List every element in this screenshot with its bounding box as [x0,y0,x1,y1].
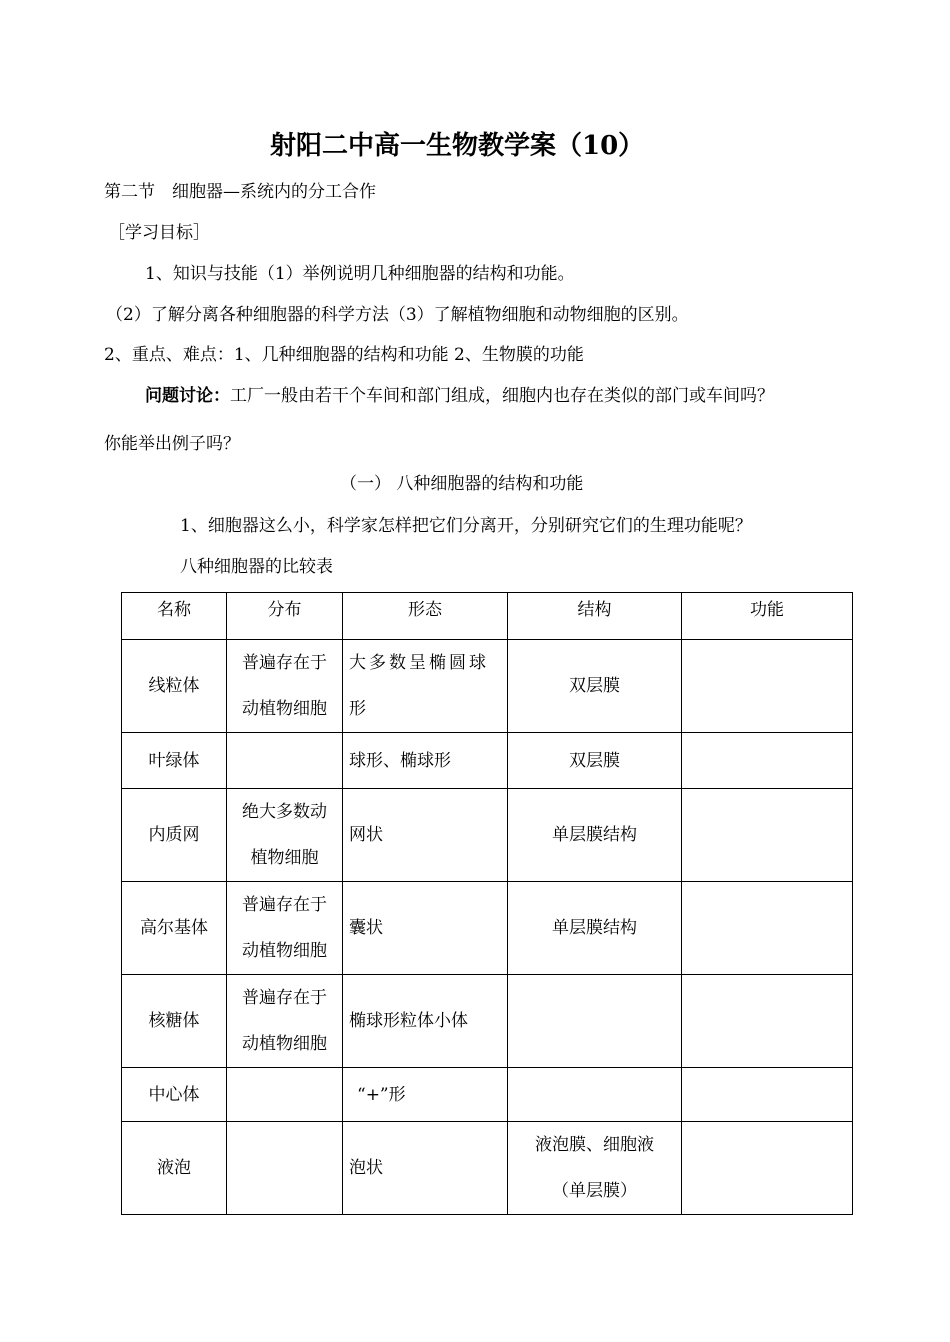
section-heading: 第二节 细胞器—系统内的分工合作 [104,182,376,202]
header-shape: 形态 [343,593,508,640]
cell-name: 高尔基体 [122,882,227,975]
cell-line: 植物细胞 [250,848,319,868]
cell-name: 线粒体 [122,640,227,733]
goal-2: （2）了解分离各种细胞器的科学方法（3）了解植物细胞和动物细胞的区别。 [106,305,689,325]
discussion-label: 问题讨论： [145,386,230,406]
discussion-text: 工厂一般由若干个车间和部门组成，细胞内也存在类似的部门或车间吗？ [230,386,774,406]
cell-structure: 单层膜结构 [508,789,682,882]
subsection-heading: （一） 八种细胞器的结构和功能 [340,474,584,494]
cell-distribution [227,789,343,882]
cell-line: 液泡膜、细胞液 [535,1135,654,1155]
cell-name: 内质网 [122,789,227,882]
cell-distribution [227,733,343,789]
cell-line: 动植物细胞 [242,699,327,719]
cell-distribution [227,882,343,975]
cell-line: 普遍存在于 [242,988,327,1008]
cell-shape: “+”形 [343,1068,508,1122]
cell-distribution [227,1122,343,1215]
header-structure: 结构 [508,593,682,640]
cell-function [682,789,853,882]
cell-function [682,733,853,789]
goal-1: 1、知识与技能（1）举例说明几种细胞器的结构和功能。 [145,264,575,284]
cell-structure: 双层膜 [508,640,682,733]
table-header-row [122,593,853,640]
cell-shape [343,640,508,733]
cell-structure: 双层膜 [508,733,682,789]
cell-shape: 网状 [343,789,508,882]
discussion-continued: 你能举出例子吗？ [104,434,240,454]
table-row [122,789,853,882]
cell-structure: 单层膜结构 [508,882,682,975]
cell-name: 中心体 [122,1068,227,1122]
header-function: 功能 [682,593,853,640]
cell-function [682,1068,853,1122]
cell-shape: 泡状 [343,1122,508,1215]
cell-name: 液泡 [122,1122,227,1215]
page-title: 射阳二中高一生物教学案（10） [270,131,645,161]
cell-distribution [227,640,343,733]
cell-function [682,1122,853,1215]
cell-function [682,640,853,733]
goals-heading: ［学习目标］ [108,223,210,243]
question-1: 1、细胞器这么小，科学家怎样把它们分离开，分别研究它们的生理功能呢？ [180,516,752,536]
cell-line: 动植物细胞 [242,941,327,961]
cell-line: 形 [349,699,366,719]
cell-shape: 球形、椭球形 [343,733,508,789]
cell-line: 普遍存在于 [242,895,327,915]
cell-structure [508,975,682,1068]
cell-name: 叶绿体 [122,733,227,789]
cell-name: 核糖体 [122,975,227,1068]
cell-line: 普遍存在于 [242,653,327,673]
cell-structure [508,1068,682,1122]
table-row [122,640,853,733]
cell-line: （单层膜） [552,1181,637,1201]
table-row [122,975,853,1068]
organelle-table [121,592,853,1215]
cell-function [682,975,853,1068]
cell-line: 绝大多数动 [242,802,327,822]
cell-line: 大多数呈椭圆球 [349,653,489,673]
header-name: 名称 [122,593,227,640]
header-distribution: 分布 [227,593,343,640]
cell-distribution [227,975,343,1068]
table-row [122,882,853,975]
key-points: 2、重点、难点：1、几种细胞器的结构和功能 2、生物膜的功能 [104,345,584,365]
table-caption: 八种细胞器的比较表 [180,557,333,577]
discussion [145,384,774,408]
cell-structure [508,1122,682,1215]
cell-function [682,882,853,975]
cell-shape: 椭球形粒体小体 [343,975,508,1068]
cell-shape: 囊状 [343,882,508,975]
cell-distribution [227,1068,343,1122]
cell-line: 动植物细胞 [242,1034,327,1054]
table-row [122,1122,853,1215]
table-row [122,733,853,789]
table-row [122,1068,853,1122]
